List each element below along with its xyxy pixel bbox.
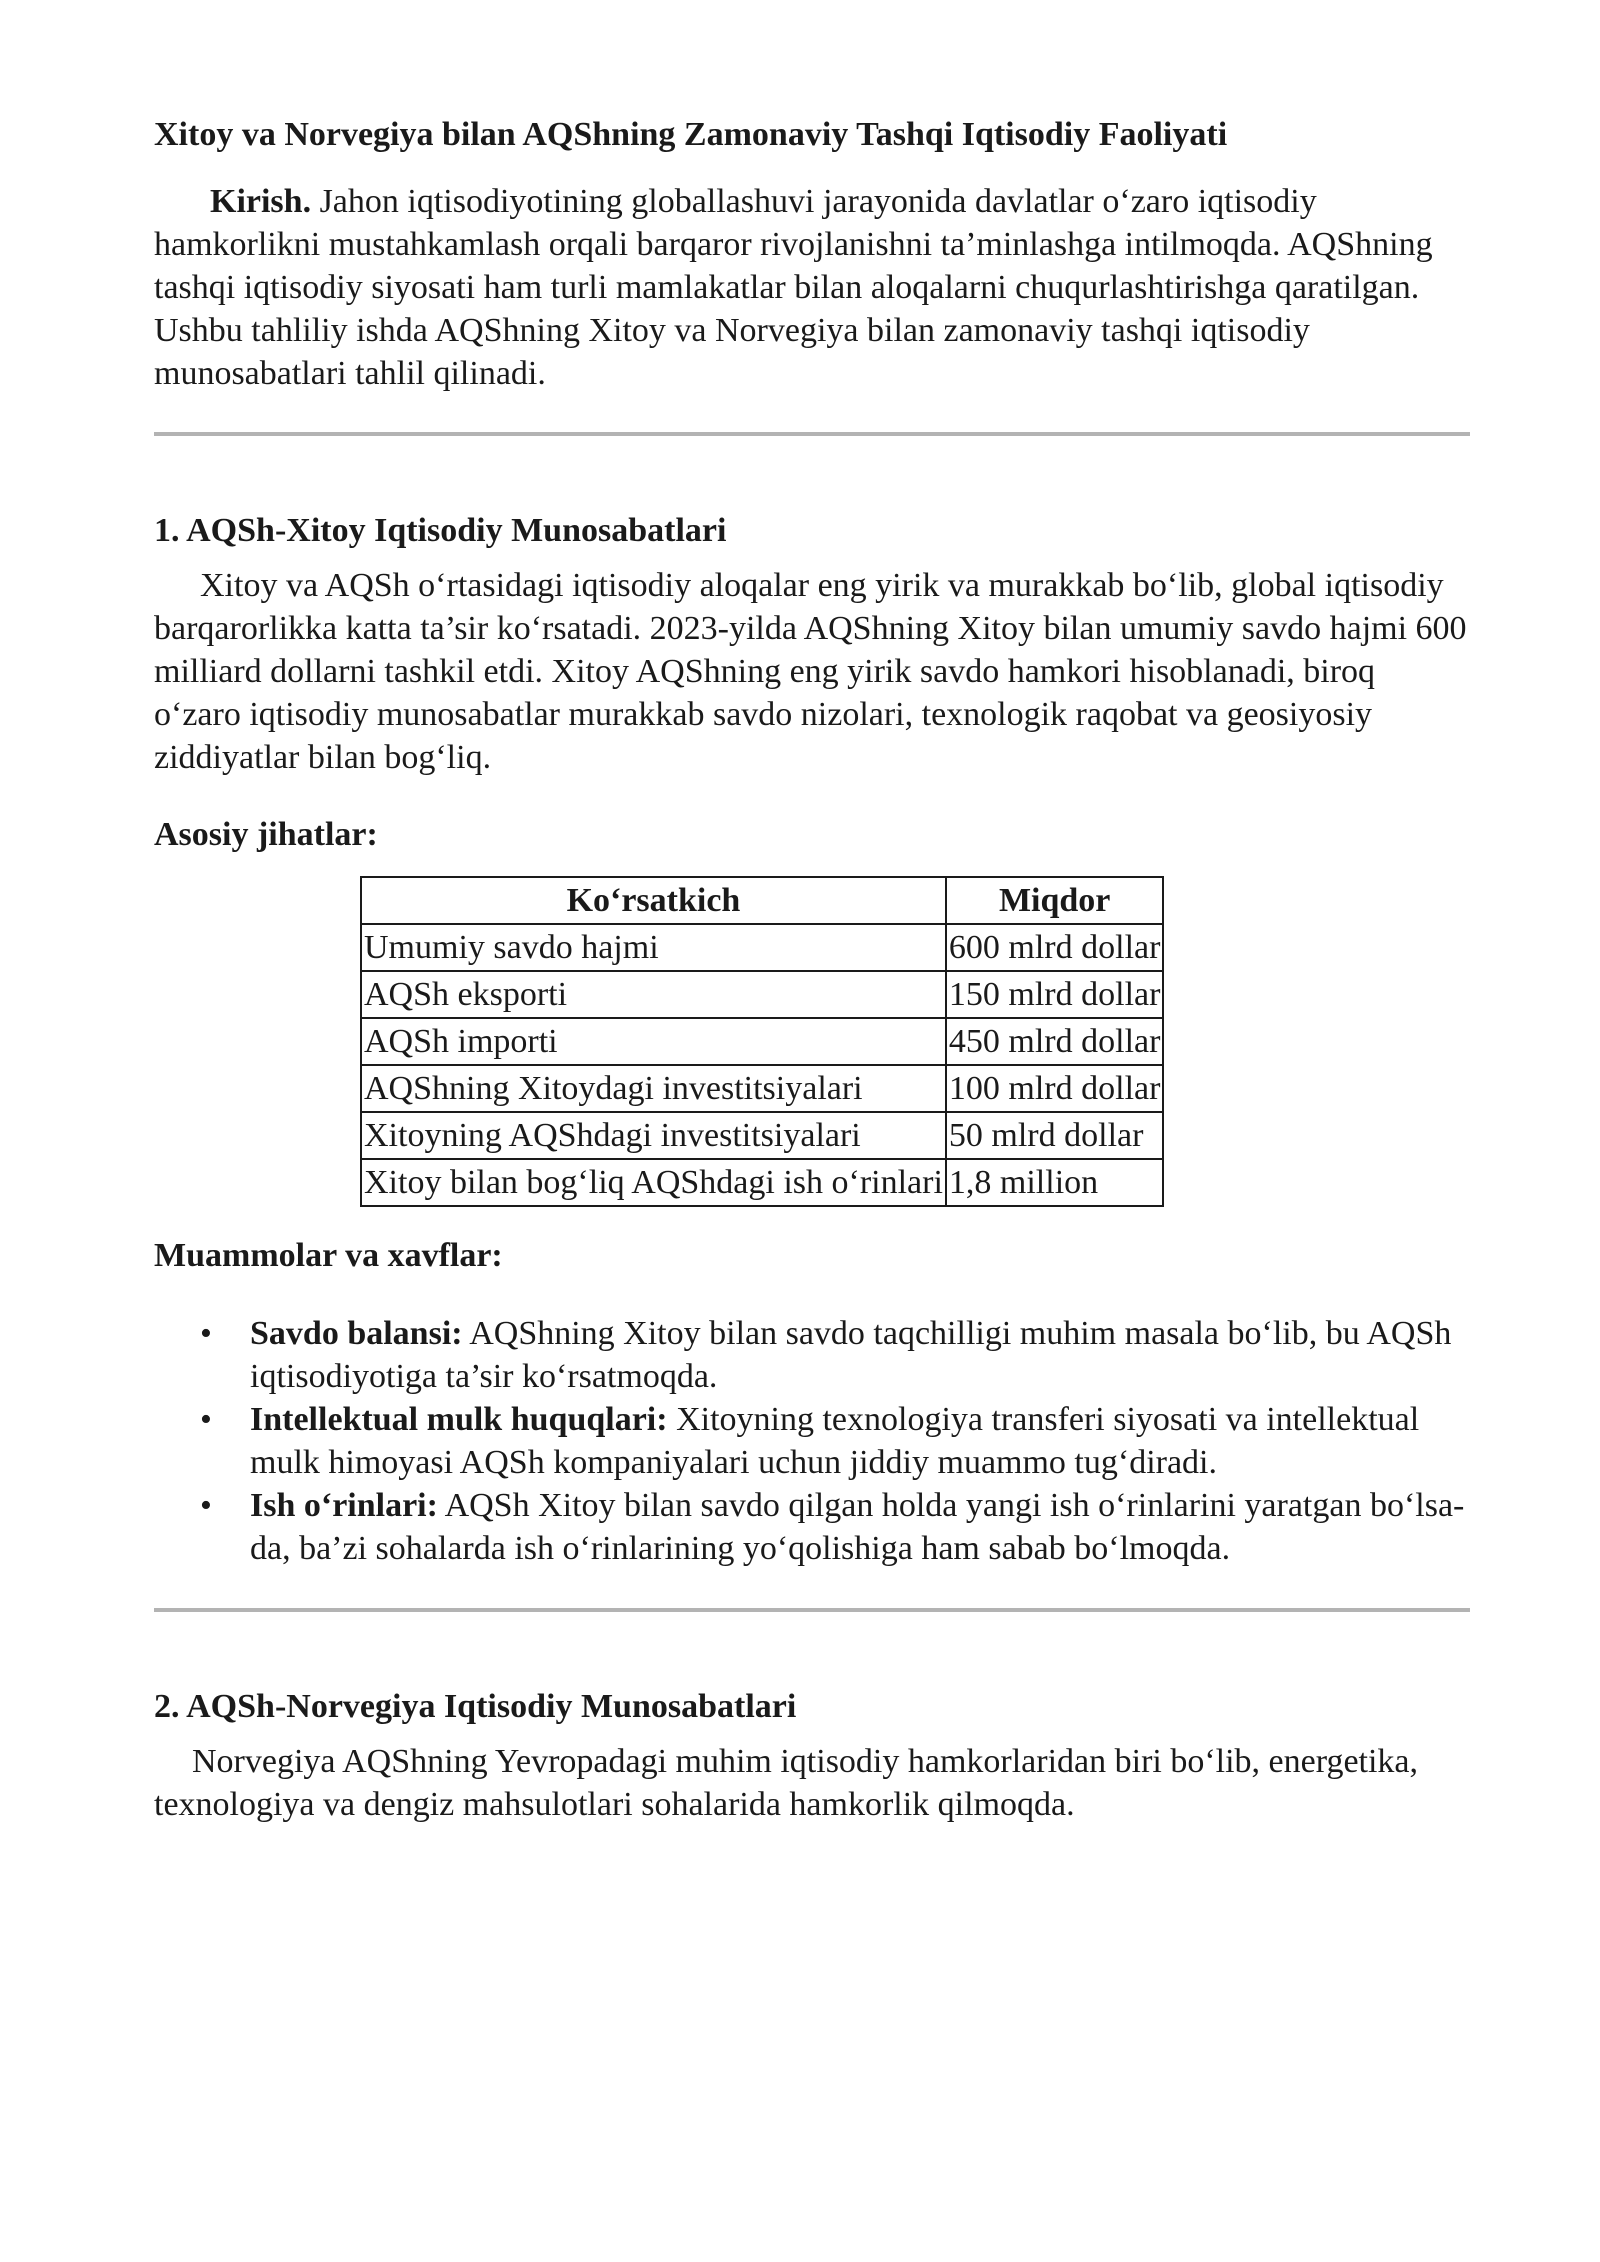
risk-label: Ish o‘rinlari:	[250, 1487, 438, 1524]
section-1-paragraph: Xitoy va AQSh o‘rtasidagi iqtisodiy aloqalar eng yirik va murakkab bo‘lib, global iqtisodiy barqarorlikka katta ta’sir ko‘rsatadi. 2023-yilda AQShning Xitoy bilan umumiy savdo hajmi 600 milliard dollarni tashkil etdi. Xitoy AQShning eng yirik savdo hamkori hisoblanadi, biroq o‘zaro iqtisodiy munosabatlar murakkab savdo nizolari, texnologik raqobat va geosiyosiy ziddiyatlar bilan bog‘liq.	[154, 567, 1467, 776]
table-cell-amount: 600 mlrd dollar	[946, 924, 1164, 971]
table-row	[361, 1065, 1163, 1112]
list-item	[154, 1312, 1470, 1398]
bullet-icon: •	[200, 1401, 212, 1438]
table-row	[361, 971, 1163, 1018]
section-1-heading: 1. AQSh-Xitoy Iqtisodiy Munosabatlari	[154, 512, 727, 549]
table-cell-indicator: Xitoyning AQShdagi investitsiyalari	[361, 1112, 946, 1159]
table-cell-indicator: AQShning Xitoydagi investitsiyalari	[361, 1065, 946, 1112]
table-cell-amount: 150 mlrd dollar	[946, 971, 1164, 1018]
intro-text: Jahon iqtisodiyotining globallashuvi jarayonida davlatlar o‘zaro iqtisodiy hamkorlikni mustahkamlash orqali barqaror rivojlanishni ta’minlashga intilmoqda. AQShning tashqi iqtisodiy siyosati ham turli mamlakatlar bilan aloqalarni chuqurlashtirishga qaratilgan. Ushbu tahliliy ishda AQShning Xitoy va Norvegiya bilan zamonaviy tashqi iqtisodiy munosabatlari tahlil qilinadi.	[154, 183, 1433, 392]
risk-text: Xitoyning texnologiya transferi siyosati va intellektual mulk himoyasi AQSh kompaniyalari uchun jiddiy muammo tug‘diradi.	[250, 1401, 1420, 1481]
list-item	[154, 1398, 1470, 1484]
table-header-row	[361, 877, 1163, 924]
table-cell-indicator: AQSh importi	[361, 1018, 946, 1065]
intro-paragraph	[154, 180, 1470, 395]
document-title: Xitoy va Norvegiya bilan AQShning Zamonaviy Tashqi Iqtisodiy Faoliyati	[154, 116, 1228, 153]
column-header-amount: Miqdor	[946, 877, 1164, 924]
column-header-indicator: Ko‘rsatkich	[361, 877, 946, 924]
table-cell-amount: 50 mlrd dollar	[946, 1112, 1164, 1159]
table-row	[361, 1112, 1163, 1159]
list-item	[154, 1484, 1470, 1570]
risk-label: Savdo balansi:	[250, 1315, 463, 1352]
risk-text: AQShning Xitoy bilan savdo taqchilligi muhim masala bo‘lib, bu AQSh iqtisodiyotiga ta’sir ko‘rsatmoqda.	[250, 1315, 1452, 1395]
table-cell-amount: 450 mlrd dollar	[946, 1018, 1164, 1065]
table-row	[361, 924, 1163, 971]
document-page	[154, 112, 1470, 1826]
risks-list	[154, 1312, 1470, 1570]
aspects-heading: Asosiy jihatlar:	[154, 816, 378, 853]
table-cell-amount: 1,8 million	[946, 1159, 1164, 1206]
table-cell-indicator: Xitoy bilan bog‘liq AQShdagi ish o‘rinlari	[361, 1159, 946, 1206]
section-2-paragraph: Norvegiya AQShning Yevropadagi muhim iqtisodiy hamkorlaridan biri bo‘lib, energetika, texnologiya va dengiz mahsulotlari sohalarida hamkorlik qilmoqda.	[154, 1743, 1419, 1823]
risks-heading: Muammolar va xavflar:	[154, 1237, 503, 1274]
table-row	[361, 1159, 1163, 1206]
bullet-icon: •	[200, 1487, 212, 1524]
table-cell-amount: 100 mlrd dollar	[946, 1065, 1164, 1112]
intro-lead: Kirish.	[210, 183, 312, 220]
table-cell-indicator: Umumiy savdo hajmi	[361, 924, 946, 971]
bullet-icon: •	[200, 1315, 212, 1352]
table-row	[361, 1018, 1163, 1065]
table-cell-indicator: AQSh eksporti	[361, 971, 946, 1018]
risk-text: AQSh Xitoy bilan savdo qilgan holda yangi ish o‘rinlarini yaratgan bo‘lsa-da, ba’zi sohalarda ish o‘rinlarining yo‘qolishiga ham sabab bo‘lmoqda.	[250, 1487, 1465, 1567]
section-2-heading: 2. AQSh-Norvegiya Iqtisodiy Munosabatlari	[154, 1688, 797, 1725]
indicators-table	[360, 876, 1164, 1207]
risk-label: Intellektual mulk huquqlari:	[250, 1401, 668, 1438]
